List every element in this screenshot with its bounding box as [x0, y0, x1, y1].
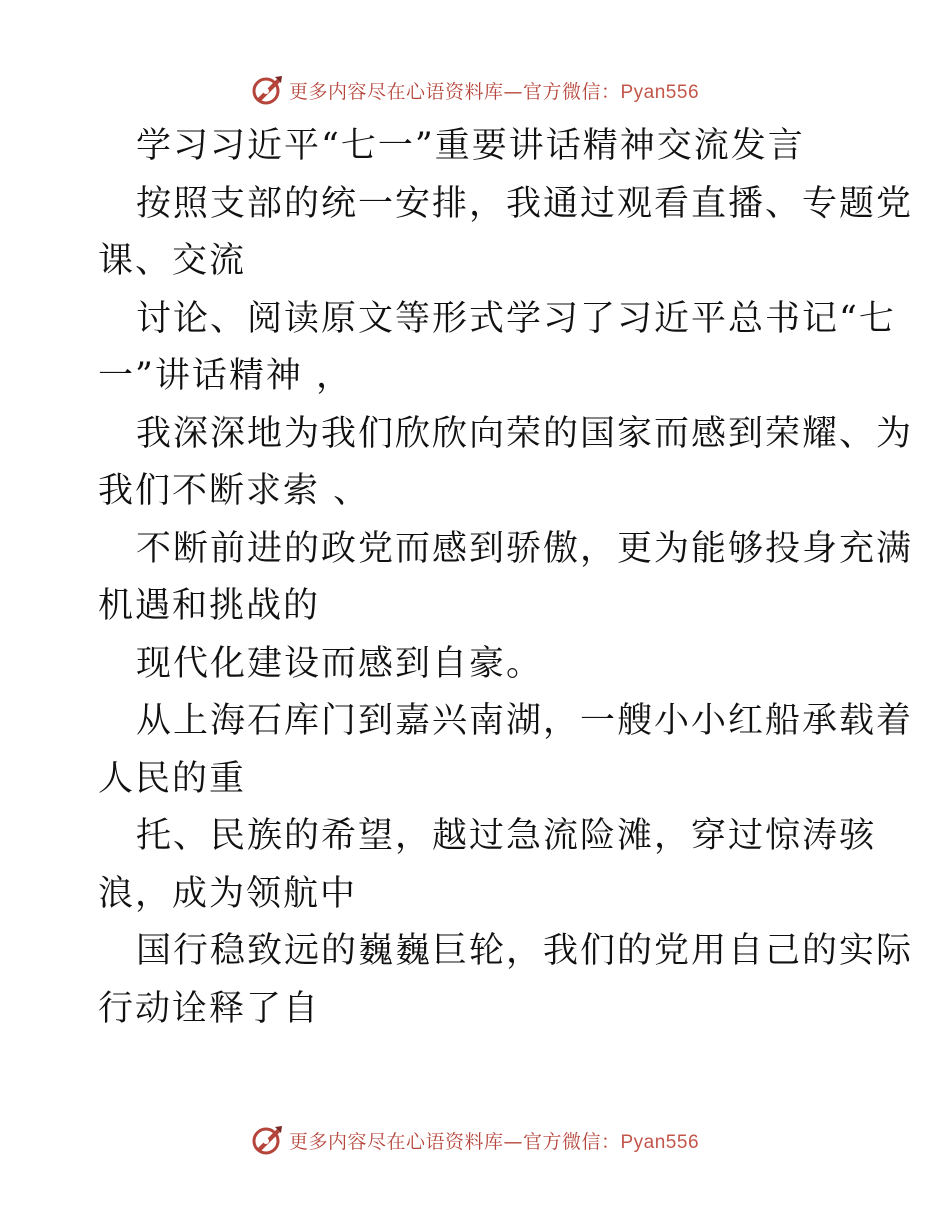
- text-line: 课、交流: [98, 241, 247, 281]
- text-line: 现代化建设而感到自豪。: [136, 643, 544, 684]
- text-line: 机遇和挑战的: [98, 586, 321, 626]
- text-line: 浪，成为领航中: [98, 873, 358, 914]
- watermark-text: 更多内容尽在心语资料库—官方微信：Pyan556: [288, 80, 700, 103]
- text-line: 我们不断求索 、: [98, 471, 371, 511]
- text-line: 一”讲话精神 ，: [98, 356, 354, 396]
- text-line: 我深深地为我们欣欣向荣的国家而感到荣耀、为: [136, 413, 914, 454]
- text-line: 人民的重: [98, 758, 247, 799]
- text-line: 按照支部的统一安排，我通过观看直播、专题党: [136, 183, 914, 224]
- text-line: 讨论、阅读原文等形式学习了习近平总书记“七: [136, 298, 896, 339]
- header-watermark: [0, 70, 950, 110]
- document-body: [98, 118, 914, 1038]
- text-line: 行动诠释了自: [98, 988, 321, 1029]
- text-line: 不断前进的政党而感到骄傲，更为能够投身充满: [136, 528, 914, 569]
- footer-watermark: [0, 1120, 950, 1160]
- quill-logo-icon: [251, 73, 285, 107]
- text-line: 国行稳致远的巍巍巨轮，我们的党用自己的实际: [136, 931, 914, 971]
- quill-logo-icon: [251, 1123, 285, 1157]
- watermark-text: 更多内容尽在心语资料库—官方微信：Pyan556: [288, 1130, 700, 1153]
- text-line: 从上海石库门到嘉兴南湖，一艘小小红船承载着: [136, 701, 914, 741]
- text-line: 学习习近平“七一”重要讲话精神交流发言: [136, 126, 805, 166]
- text-line: 托、民族的希望，越过急流险滩，穿过惊涛骇: [136, 816, 877, 856]
